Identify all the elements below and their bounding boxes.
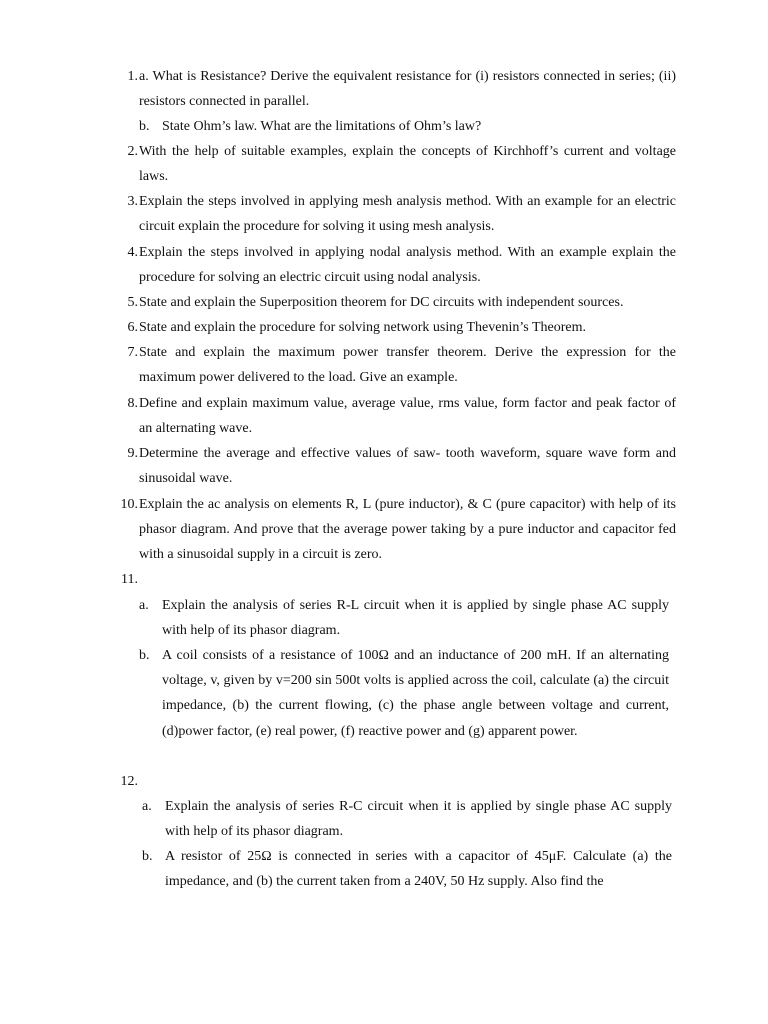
question-text: Define and explain maximum value, average value, rms value, form factor and peak factor of an alternating wave.	[139, 396, 676, 437]
part-letter: b.	[139, 648, 150, 663]
question-number: 6.	[127, 320, 138, 335]
question-4	[108, 240, 676, 290]
question-10	[108, 492, 676, 568]
question-number: 8.	[127, 396, 138, 411]
question-text: Determine the average and effective values of saw- tooth waveform, square wave form and sinusoidal wave.	[139, 446, 676, 487]
question-number: 3.	[127, 194, 138, 209]
question-number: 2.	[127, 144, 138, 159]
part-text: A coil consists of a resistance of 100Ω and an inductance of 200 mH. If an alternating voltage, v, given by v=200 sin 500t volts is applied across the coil, calculate (a) the circuit impedance, (b) the current flowing, (c) the phase angle between voltage and current, (d)power factor, (e) real power, (f) reactive power and (g) apparent power.	[162, 648, 669, 739]
question-11-part-b	[139, 643, 669, 744]
question-9	[108, 441, 676, 491]
question-text: With the help of suitable examples, explain the concepts of Kirchhoff’s current and voltage laws.	[139, 144, 676, 185]
question-text: Explain the steps involved in applying nodal analysis method. With an example explain the procedure for solving an electric circuit using nodal analysis.	[139, 245, 676, 286]
question-1	[108, 64, 676, 114]
question-text: a. What is Resistance? Derive the equivalent resistance for (i) resistors connected in series; (ii) resistors connected in parallel.	[139, 69, 676, 110]
question-1-part-b	[139, 114, 669, 139]
question-7	[108, 340, 676, 390]
question-12-part-a	[142, 794, 672, 844]
part-text: State Ohm’s law. What are the limitations of Ohm’s law?	[162, 119, 482, 134]
question-number: 7.	[127, 345, 138, 360]
question-number: 5.	[127, 295, 138, 310]
question-5	[108, 290, 676, 315]
question-text: Explain the steps involved in applying mesh analysis method. With an example for an electric circuit explain the procedure for solving it using mesh analysis.	[139, 194, 676, 235]
question-3	[108, 189, 676, 239]
part-letter: b.	[139, 119, 150, 134]
question-text: Explain the ac analysis on elements R, L (pure inductor), & C (pure capacitor) with help of its phasor diagram. And prove that the average power taking by a pure inductor and capacitor fed with a sinusoidal supply in a circuit is zero.	[139, 497, 676, 563]
part-text: Explain the analysis of series R-C circuit when it is applied by single phase AC supply with help of its phasor diagram.	[165, 799, 672, 840]
question-number: 10.	[120, 497, 138, 512]
question-number: 9.	[127, 446, 138, 461]
question-text: State and explain the Superposition theorem for DC circuits with independent sources.	[139, 295, 624, 310]
part-letter: a.	[139, 598, 149, 613]
question-number: 4.	[127, 245, 138, 260]
question-number: 11.	[121, 572, 138, 587]
question-8	[108, 391, 676, 441]
question-2	[108, 139, 676, 189]
part-letter: a.	[142, 799, 152, 814]
question-text: State and explain the procedure for solving network using Thevenin’s Theorem.	[139, 320, 586, 335]
part-text: Explain the analysis of series R-L circuit when it is applied by single phase AC supply with help of its phasor diagram.	[162, 598, 669, 639]
question-6	[108, 315, 676, 340]
question-11-part-a	[139, 593, 669, 643]
question-text: State and explain the maximum power transfer theorem. Derive the expression for the maximum power delivered to the load. Give an example.	[139, 345, 676, 386]
question-12-part-b	[142, 844, 672, 894]
question-number: 1.	[127, 69, 138, 84]
part-letter: b.	[142, 849, 153, 864]
question-number: 12.	[120, 774, 138, 789]
part-text: A resistor of 25Ω is connected in series with a capacitor of 45μF. Calculate (a) the impedance, and (b) the current taken from a 240V, 50 Hz supply. Also find the	[165, 849, 672, 890]
